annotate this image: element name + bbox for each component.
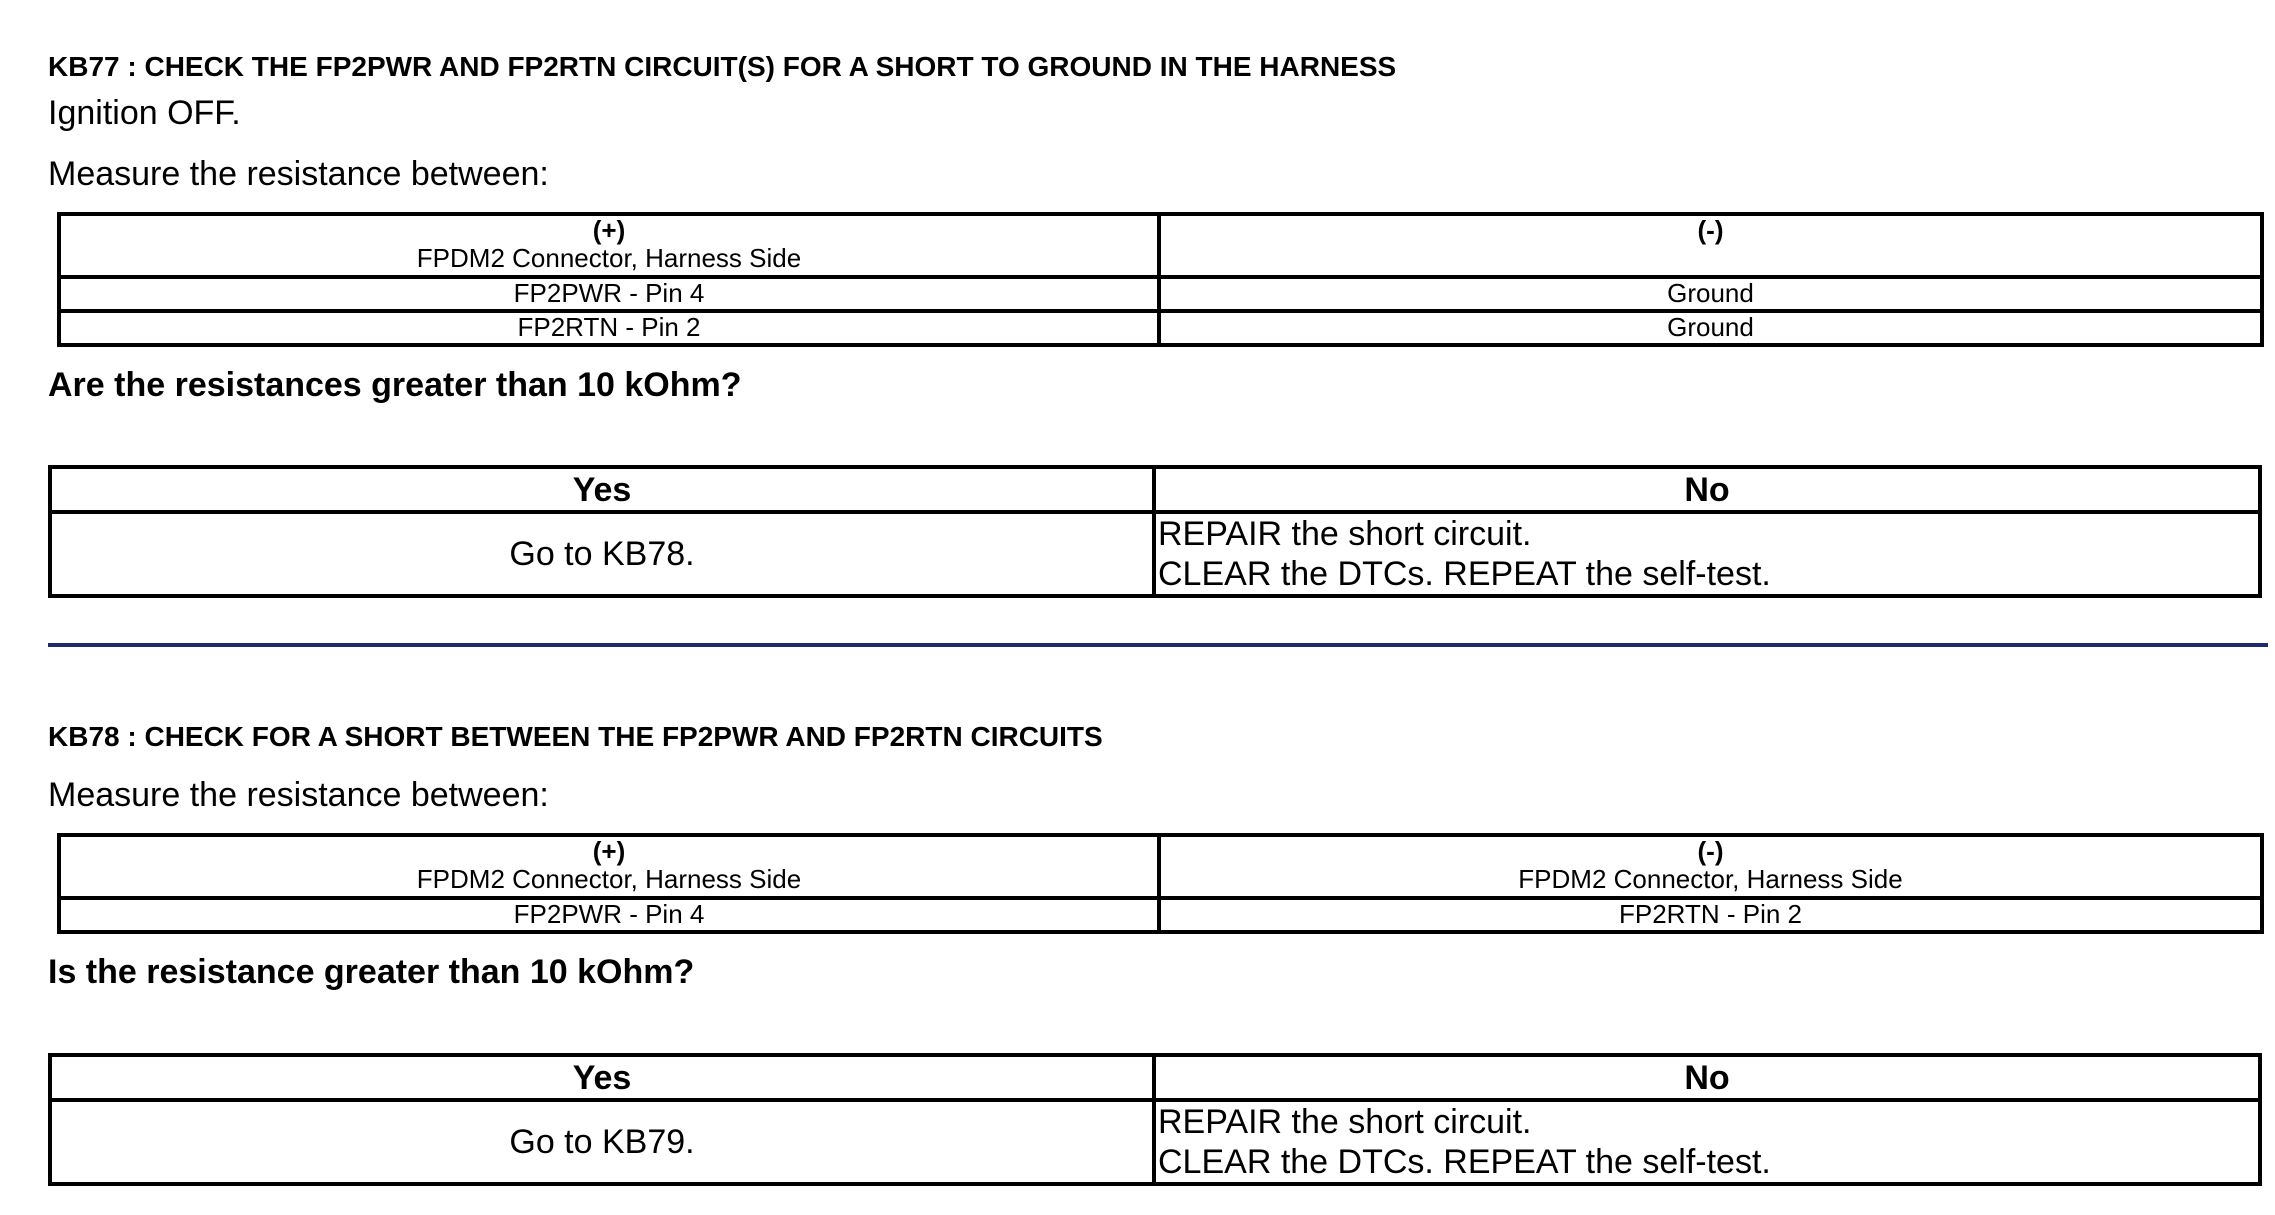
minus-subheader: FPDM2 Connector, Harness Side xyxy=(1518,864,1903,894)
minus-cell: Ground xyxy=(1159,277,2262,311)
no-action-line1: REPAIR the short circuit. xyxy=(1158,1103,1532,1141)
result-action-row xyxy=(50,512,2260,596)
kb77-step-title: KB77 : CHECK THE FP2PWR AND FP2RTN CIRCUIT(S) FOR A SHORT TO GROUND IN THE HARNESS xyxy=(48,51,1397,82)
kb77-measure-label: Measure the resistance between: xyxy=(48,155,549,193)
yes-header: Yes xyxy=(50,1055,1154,1100)
no-action xyxy=(1154,512,2260,596)
plus-symbol: (+) xyxy=(592,215,626,245)
measurement-row xyxy=(59,311,2262,345)
minus-header-cell xyxy=(1159,214,2262,277)
minus-symbol: (-) xyxy=(1697,836,1724,866)
minus-symbol: (-) xyxy=(1697,215,1724,245)
plus-header-cell xyxy=(59,835,1159,898)
no-action-line2: CLEAR the DTCs. REPEAT the self-test. xyxy=(1158,555,1771,593)
section-divider xyxy=(48,643,2268,647)
kb78-measurement-table xyxy=(57,833,2264,934)
minus-header-cell xyxy=(1159,835,2262,898)
plus-header-cell xyxy=(59,214,1159,277)
measurement-row xyxy=(59,277,2262,311)
yes-header: Yes xyxy=(50,467,1154,512)
minus-cell: Ground xyxy=(1159,311,2262,345)
plus-cell: FP2PWR - Pin 4 xyxy=(59,898,1159,932)
yes-action: Go to KB79. xyxy=(50,1100,1154,1184)
no-action xyxy=(1154,1100,2260,1184)
plus-subheader: FPDM2 Connector, Harness Side xyxy=(416,864,802,894)
kb78-measure-label: Measure the resistance between: xyxy=(48,776,549,814)
result-action-row xyxy=(50,1100,2260,1184)
measurement-header-row xyxy=(59,214,2262,277)
no-header: No xyxy=(1154,1055,2260,1100)
kb77-result-table xyxy=(48,465,2262,598)
measurement-header-row xyxy=(59,835,2262,898)
no-action-line2: CLEAR the DTCs. REPEAT the self-test. xyxy=(1158,1143,1771,1181)
plus-cell: FP2RTN - Pin 2 xyxy=(59,311,1159,345)
kb77-instruction: Ignition OFF. xyxy=(48,94,241,132)
yes-action: Go to KB78. xyxy=(50,512,1154,596)
no-header: No xyxy=(1154,467,2260,512)
plus-subheader: FPDM2 Connector, Harness Side xyxy=(416,243,802,273)
result-header-row xyxy=(50,467,2260,512)
result-header-row xyxy=(50,1055,2260,1100)
no-action-line1: REPAIR the short circuit. xyxy=(1158,515,1532,553)
kb78-result-table xyxy=(48,1053,2262,1186)
kb77-measurement-table xyxy=(57,212,2264,347)
kb78-step-title: KB78 : CHECK FOR A SHORT BETWEEN THE FP2PWR AND FP2RTN CIRCUITS xyxy=(48,721,1103,752)
plus-symbol: (+) xyxy=(592,836,626,866)
kb77-question: Are the resistances greater than 10 kOhm? xyxy=(48,366,742,404)
minus-cell: FP2RTN - Pin 2 xyxy=(1159,898,2262,932)
kb78-question: Is the resistance greater than 10 kOhm? xyxy=(48,953,695,991)
measurement-row xyxy=(59,898,2262,932)
plus-cell: FP2PWR - Pin 4 xyxy=(59,277,1159,311)
